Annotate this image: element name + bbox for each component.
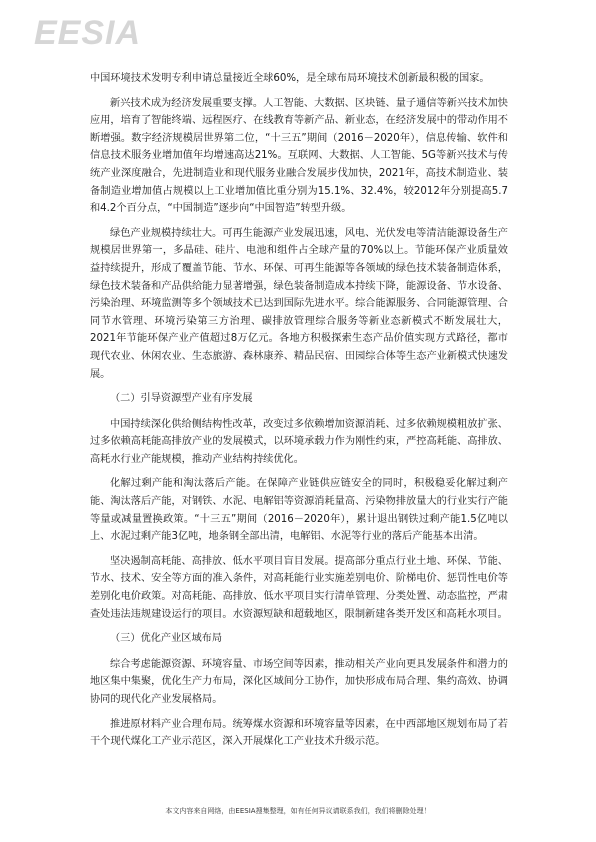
paragraph: 新兴技术成为经济发展重要支撑。人工智能、大数据、区块链、量子通信等新兴技术加快应用，培育了智能终端、远程医疗、在线教育等新产品、新业态，在经济发展中的带动作用不断增强。数字经济规模居世界第二位，“十三五”期间（2016－2020年），信息传输、软件和信息技术服务业增加值年均增速高达21%。互联网、大数据、人工智能、5G等新兴技术与传统产业深度融合，先进制造业和现代服务业融合发展步伐加快，2021年，高技术制造业、装备制造业增加值占规模以上工业增加值比重分别为15.1%、32.4%，较2012年分别提高5.7和4.2个百分点，“中国制造”逐步向“中国智造”转型升级。: [90, 97, 508, 215]
section-heading: （二）引导资源型产业有序发展: [110, 393, 253, 405]
eesia-logo: EESIA: [34, 14, 142, 52]
paragraph: 推进原材料产业合理布局。统筹煤水资源和环境容量等因素，在中西部地区规划布局了若干个现代煤化工产业示范区，深入开展煤化工产业技术升级示范。: [90, 718, 508, 748]
paragraph: 中国环境技术发明专利申请总量接近全球60%，是全球布局环境技术创新最积极的国家。: [90, 73, 490, 84]
paragraph: 化解过剩产能和淘汰落后产能。在保障产业链供应链安全的同时，积极稳妥化解过剩产能、淘汰落后产能，对钢铁、水泥、电解铝等资源消耗量高、污染物排放量大的行业实行产能等量或减量置换政策。“十三五”期间（2016－2020年），累计退出钢铁过剩产能1.5亿吨以上、水泥过剩产能3亿吨，地条钢全部出清，电解铝、水泥等行业的落后产能基本出清。: [90, 478, 508, 543]
footer-disclaimer: 本文内容来自网络，由EESIA搜集整理，如有任何异议请联系我们，我们将删除处理！: [165, 807, 431, 815]
section-heading: （三）优化产业区域布局: [110, 633, 223, 645]
paragraph: 中国持续深化供给侧结构性改革，改变过多依赖增加资源消耗、过多依赖规模粗放扩张、过多依赖高耗能高排放产业的发展模式，以环境承载力作为刚性约束，严控高耗能、高排放、高耗水行业产能规模，推动产业结构持续优化。: [90, 418, 508, 465]
paragraph: 绿色产业规模持续壮大。可再生能源产业发展迅速，风电、光伏发电等清洁能源设备生产规模居世界第一，多晶硅、硅片、电池和组件占全球产量的70%以上。节能环保产业质量效益持续提升，形成了覆盖节能、节水、环保、可再生能源等各领域的绿色技术装备制造体系，绿色技术装备和产品供给能力显著增强，绿色装备制造成本持续下降，能源设备、节水设备、污染治理、环境监测等多个领域技术已达到国际先进水平。综合能源服务、合同能源管理、合同节水管理、环境污染第三方治理、碳排放管理综合服务等新业态新模式不断发展壮大，2021年节能环保产业产值超过8万亿元。各地方积极探索生态产品价值实现方式路径，都市现代农业、休闲农业、生态旅游、森林康养、精品民宿、田园综合体等生态产业新模式快速发展。: [90, 227, 508, 380]
paragraph: 坚决遏制高耗能、高排放、低水平项目盲目发展。提高部分重点行业土地、环保、节能、节水、技术、安全等方面的准入条件，对高耗能行业实施差别电价、阶梯电价、惩罚性电价等差别化电价政策。对高耗能、高排放、低水平项目实行清单管理、分类处置、动态监控，严肃查处违法违规建设运行的项目。水资源短缺和超载地区，限制新建各类开发区和高耗水项目。: [90, 555, 508, 620]
document-body: [90, 70, 508, 758]
paragraph: 综合考虑能源资源、环境容量、市场空间等因素，推动相关产业向更具发展条件和潜力的地区集中集聚，优化生产力布局，深化区域间分工协作，加快形成布局合理、集约高效、协调协同的现代化产业发展格局。: [90, 658, 508, 705]
